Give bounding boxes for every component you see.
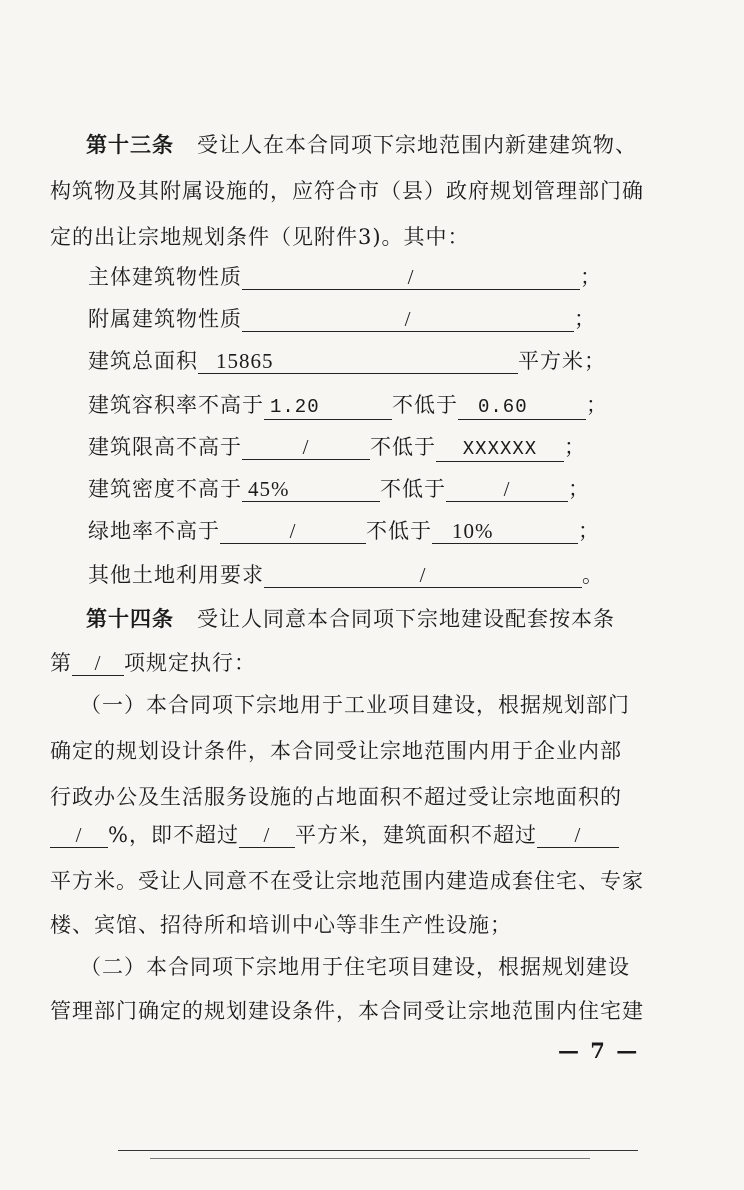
area-unit: 平方米 <box>518 349 584 373</box>
item-other <box>88 560 604 590</box>
density-min-label: 不低于 <box>380 477 446 501</box>
para1-line-5: 平方米。受让人同意不在受让宗地范围内建造成套住宅、专家 <box>50 869 644 893</box>
far-min-label: 不低于 <box>392 393 458 417</box>
attached-label: 附属建筑物性质 <box>88 307 242 331</box>
pct-value: / <box>50 823 108 848</box>
semicolon: ； <box>586 393 608 417</box>
art14-text-1: 受让人同意本合同项下宗地建设配套按本条 <box>197 607 616 631</box>
para1-line-1: （一）本合同项下宗地用于工业项目建设，根据规划部门 <box>80 693 630 717</box>
far-max: 1.20 <box>264 395 392 420</box>
art14-line-1 <box>86 604 615 634</box>
semicolon: ； <box>564 435 586 459</box>
item-height <box>88 432 586 462</box>
green-min: 10% <box>432 519 578 544</box>
art14-line-2 <box>50 648 256 678</box>
item-density <box>88 474 590 504</box>
period: 。 <box>582 563 604 587</box>
area-value: 15865 <box>198 349 518 374</box>
height-min-label: 不低于 <box>370 435 436 459</box>
far-min: 0.60 <box>458 395 586 420</box>
art13-label: 第十三条 <box>86 132 174 157</box>
other-label: 其他土地利用要求 <box>88 563 264 587</box>
density-max: 45% <box>242 477 380 502</box>
para2-line-2: 管理部门确定的规划建设条件，本合同受让宗地范围内住宅建 <box>50 999 644 1023</box>
para1-line-6: 楼、宾馆、招待所和培训中心等非生产性设施； <box>50 913 512 937</box>
other-value: / <box>264 563 582 588</box>
para1-line-3: 行政办公及生活服务设施的占地面积不超过受让宗地面积的 <box>50 785 622 809</box>
main-value: / <box>242 265 580 290</box>
density-label: 建筑密度不高于 <box>88 477 242 501</box>
art13-text-1: 受让人在本合同项下宗地范围内新建建筑物、 <box>197 133 638 157</box>
height-max: / <box>242 435 370 460</box>
main-label: 主体建筑物性质 <box>88 265 242 289</box>
art14-suffix: 项规定执行： <box>124 651 256 675</box>
build-area-value: / <box>537 823 619 848</box>
art13-line-2: 构筑物及其附属设施的，应符合市（县）政府规划管理部门确 <box>50 179 644 203</box>
density-min: / <box>446 477 568 502</box>
semicolon: ； <box>580 265 602 289</box>
green-min-label: 不低于 <box>366 519 432 543</box>
pct-tail: %，即不超过 <box>108 823 239 847</box>
para1-line-2: 确定的规划设计条件，本合同受让宗地范围内用于企业内部 <box>50 739 622 763</box>
item-far <box>88 390 608 420</box>
semicolon: ； <box>574 307 596 331</box>
item-main-building <box>88 262 602 292</box>
art14-label: 第十四条 <box>86 606 174 631</box>
height-label: 建筑限高不高于 <box>88 435 242 459</box>
semicolon: ； <box>578 519 600 543</box>
bottom-rule <box>118 1150 638 1151</box>
sqm-tail: 平方米，建筑面积不超过 <box>294 823 537 847</box>
art13-line-1 <box>86 130 637 160</box>
item-attached-building <box>88 304 596 334</box>
attached-value: / <box>242 307 574 332</box>
height-min: XXXXXX <box>436 437 564 462</box>
bottom-rule-faint <box>150 1158 590 1159</box>
art14-item-value: / <box>72 651 124 676</box>
green-label: 绿地率不高于 <box>88 519 220 543</box>
sqm-value: / <box>239 823 295 848</box>
page-number: — 7 — <box>558 1038 640 1063</box>
green-max: / <box>220 519 366 544</box>
art14-prefix: 第 <box>50 651 72 675</box>
art13-line-3: 定的出让宗地规划条件（见附件3)。其中： <box>50 225 470 249</box>
item-total-area <box>88 346 606 376</box>
area-label: 建筑总面积 <box>88 349 198 373</box>
item-green <box>88 516 600 546</box>
far-label: 建筑容积率不高于 <box>88 393 264 417</box>
para1-line-4 <box>50 820 619 850</box>
semicolon: ； <box>584 349 606 373</box>
para2-line-1: （二）本合同项下宗地用于住宅项目建设，根据规划建设 <box>80 955 630 979</box>
semicolon: ； <box>568 477 590 501</box>
